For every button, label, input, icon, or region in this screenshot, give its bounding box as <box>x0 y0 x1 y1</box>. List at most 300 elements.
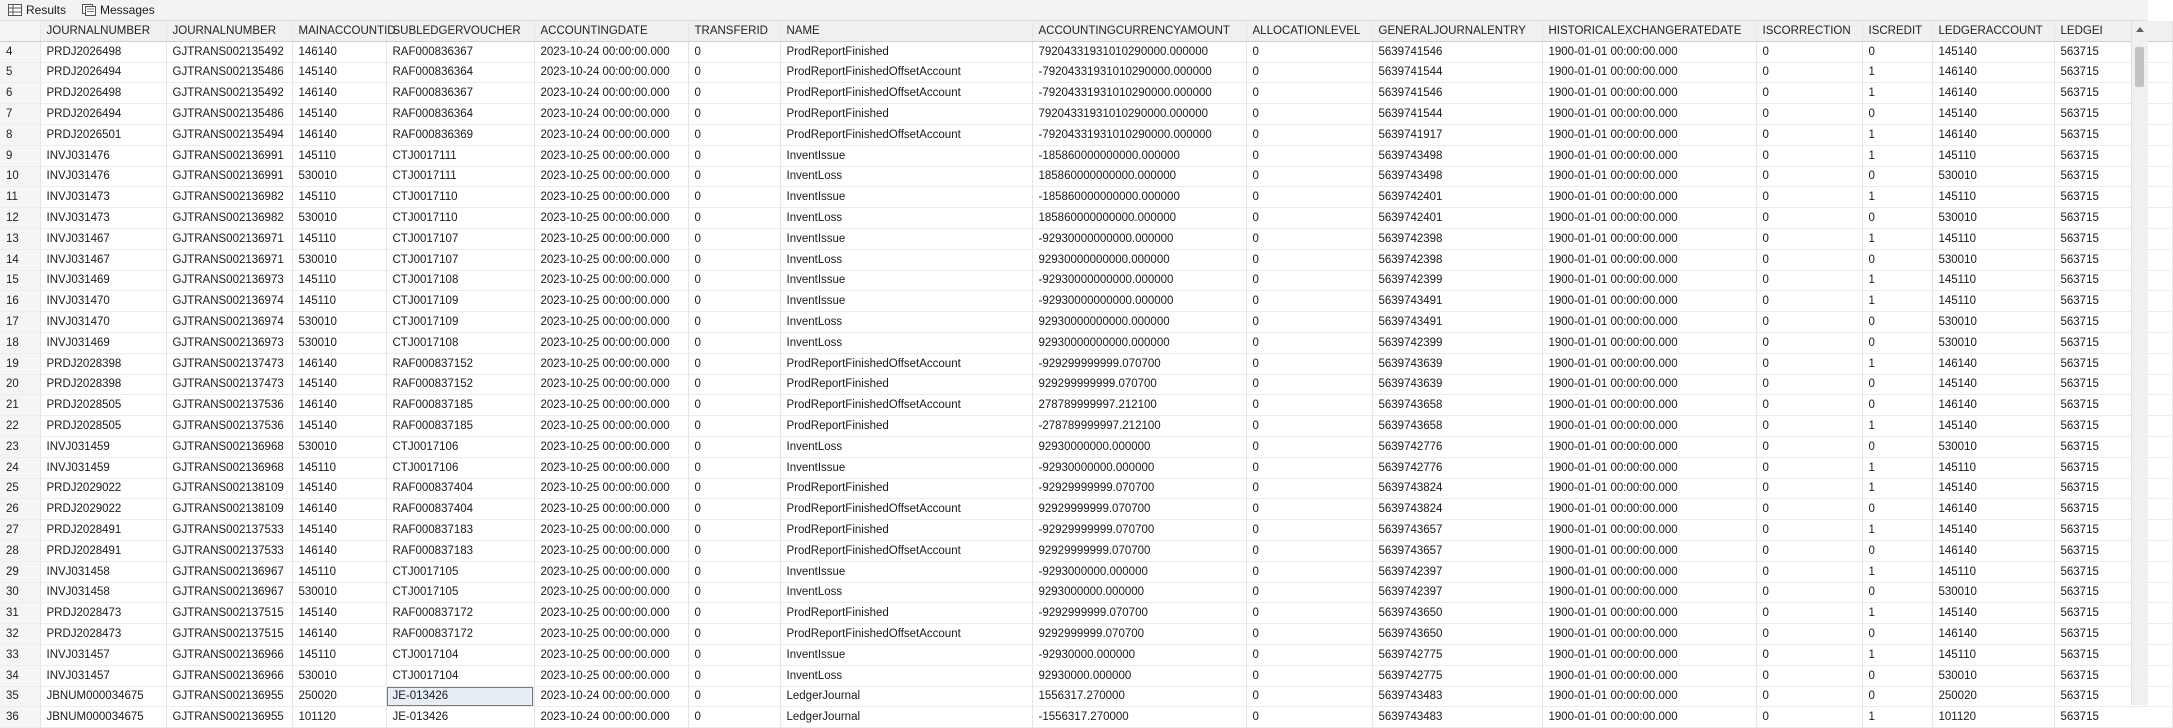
table-cell[interactable]: 146140 <box>292 499 386 520</box>
row-number[interactable]: 31 <box>0 603 40 624</box>
table-cell[interactable]: 0 <box>1246 436 1372 457</box>
table-cell[interactable]: 2023-10-25 00:00:00.000 <box>534 145 688 166</box>
table-cell[interactable]: 146140 <box>292 41 386 62</box>
column-header[interactable]: LEDGERACCOUNT <box>1932 21 2054 41</box>
table-row[interactable] <box>0 520 2172 541</box>
scrollbar-thumb[interactable] <box>2135 47 2144 87</box>
table-row[interactable] <box>0 457 2172 478</box>
table-cell[interactable]: 1900-01-01 00:00:00.000 <box>1542 665 1756 686</box>
table-cell[interactable]: 145110 <box>1932 291 2054 312</box>
table-cell[interactable]: 0 <box>1246 416 1372 437</box>
table-row[interactable] <box>0 436 2172 457</box>
table-cell[interactable]: GJTRANS002136968 <box>166 457 292 478</box>
row-number[interactable]: 32 <box>0 624 40 645</box>
table-cell[interactable]: InventLoss <box>780 665 1032 686</box>
row-number[interactable]: 29 <box>0 561 40 582</box>
table-cell[interactable]: ProdReportFinished <box>780 104 1032 125</box>
table-cell[interactable]: 0 <box>688 145 780 166</box>
table-cell[interactable]: 0 <box>688 353 780 374</box>
table-cell[interactable]: GJTRANS002137533 <box>166 520 292 541</box>
table-cell[interactable]: 1900-01-01 00:00:00.000 <box>1542 104 1756 125</box>
table-cell[interactable]: 0 <box>1756 353 1862 374</box>
table-cell[interactable]: 0 <box>1756 707 1862 728</box>
row-number-header[interactable] <box>0 21 40 41</box>
table-cell[interactable]: 0 <box>1246 270 1372 291</box>
table-cell[interactable]: 0 <box>688 249 780 270</box>
table-cell[interactable]: 0 <box>1756 540 1862 561</box>
table-row[interactable] <box>0 187 2172 208</box>
table-cell[interactable]: 0 <box>1756 436 1862 457</box>
table-cell[interactable]: InventIssue <box>780 291 1032 312</box>
table-cell[interactable]: 1900-01-01 00:00:00.000 <box>1542 228 1756 249</box>
table-cell[interactable]: 145110 <box>1932 644 2054 665</box>
table-row[interactable] <box>0 104 2172 125</box>
table-cell[interactable]: 2023-10-24 00:00:00.000 <box>534 104 688 125</box>
column-header[interactable]: ISCORRECTION <box>1756 21 1862 41</box>
table-cell[interactable]: 5639742401 <box>1372 208 1542 229</box>
table-cell[interactable]: 1 <box>1862 228 1932 249</box>
table-cell[interactable]: InventLoss <box>780 436 1032 457</box>
table-cell[interactable]: 79204331931010290000.000000 <box>1032 41 1246 62</box>
table-cell[interactable]: 563715 <box>2054 312 2172 333</box>
table-cell[interactable]: 563715 <box>2054 62 2172 83</box>
table-cell[interactable]: InventLoss <box>780 312 1032 333</box>
table-cell[interactable]: 5639741546 <box>1372 41 1542 62</box>
table-cell[interactable]: 0 <box>1756 41 1862 62</box>
table-cell[interactable]: -92929999999.070700 <box>1032 478 1246 499</box>
table-cell[interactable]: 5639741917 <box>1372 124 1542 145</box>
table-cell[interactable]: GJTRANS002136966 <box>166 665 292 686</box>
table-cell[interactable]: -92930000000.000000 <box>1032 457 1246 478</box>
table-cell[interactable]: ProdReportFinished <box>780 416 1032 437</box>
table-cell[interactable]: CTJ0017107 <box>386 228 534 249</box>
table-cell[interactable]: 530010 <box>292 436 386 457</box>
row-number[interactable]: 14 <box>0 249 40 270</box>
table-cell[interactable]: GJTRANS002138109 <box>166 499 292 520</box>
table-cell[interactable]: ProdReportFinishedOffsetAccount <box>780 499 1032 520</box>
table-cell[interactable]: ProdReportFinished <box>780 603 1032 624</box>
column-header[interactable]: GENERALJOURNALENTRY <box>1372 21 1542 41</box>
table-cell[interactable]: 145140 <box>1932 520 2054 541</box>
table-cell[interactable]: 1900-01-01 00:00:00.000 <box>1542 624 1756 645</box>
table-cell[interactable]: 0 <box>1246 644 1372 665</box>
table-cell[interactable]: 2023-10-25 00:00:00.000 <box>534 561 688 582</box>
table-cell[interactable]: 5639743491 <box>1372 291 1542 312</box>
table-cell[interactable]: INVJ031457 <box>40 665 166 686</box>
table-cell[interactable]: 5639741546 <box>1372 83 1542 104</box>
table-cell[interactable]: 0 <box>1862 166 1932 187</box>
table-row[interactable] <box>0 332 2172 353</box>
table-cell[interactable]: 5639742397 <box>1372 582 1542 603</box>
table-cell[interactable]: 0 <box>1246 686 1372 707</box>
table-cell[interactable]: 563715 <box>2054 124 2172 145</box>
table-cell[interactable]: GJTRANS002135492 <box>166 83 292 104</box>
table-cell[interactable]: GJTRANS002137473 <box>166 374 292 395</box>
table-cell[interactable]: 0 <box>1246 499 1372 520</box>
table-cell[interactable]: CTJ0017107 <box>386 249 534 270</box>
table-cell[interactable]: 146140 <box>1932 353 2054 374</box>
table-cell[interactable]: 0 <box>688 208 780 229</box>
table-cell[interactable]: 5639743639 <box>1372 353 1542 374</box>
table-cell[interactable]: 1900-01-01 00:00:00.000 <box>1542 582 1756 603</box>
table-cell[interactable]: PRDJ2026494 <box>40 104 166 125</box>
table-cell[interactable]: 2023-10-25 00:00:00.000 <box>534 187 688 208</box>
table-row[interactable] <box>0 62 2172 83</box>
table-cell[interactable]: 563715 <box>2054 208 2172 229</box>
table-cell[interactable]: 1900-01-01 00:00:00.000 <box>1542 312 1756 333</box>
table-cell[interactable]: -92930000000000.000000 <box>1032 291 1246 312</box>
table-cell[interactable]: 1900-01-01 00:00:00.000 <box>1542 416 1756 437</box>
table-cell[interactable]: 0 <box>1862 499 1932 520</box>
table-cell[interactable]: InventIssue <box>780 457 1032 478</box>
table-cell[interactable]: INVJ031470 <box>40 291 166 312</box>
table-cell[interactable]: 0 <box>1246 603 1372 624</box>
row-number[interactable]: 19 <box>0 353 40 374</box>
table-cell[interactable]: InventIssue <box>780 644 1032 665</box>
table-row[interactable] <box>0 374 2172 395</box>
table-cell[interactable]: CTJ0017105 <box>386 561 534 582</box>
table-cell[interactable]: 145140 <box>292 520 386 541</box>
table-cell[interactable]: 1 <box>1862 145 1932 166</box>
table-cell[interactable]: 1900-01-01 00:00:00.000 <box>1542 707 1756 728</box>
table-cell[interactable]: 563715 <box>2054 249 2172 270</box>
table-cell[interactable]: 9293000000.000000 <box>1032 582 1246 603</box>
table-cell[interactable]: 563715 <box>2054 228 2172 249</box>
table-cell[interactable]: 5639743824 <box>1372 478 1542 499</box>
table-cell[interactable]: 1 <box>1862 603 1932 624</box>
table-cell[interactable]: 0 <box>1246 104 1372 125</box>
table-cell[interactable]: -9293000000.000000 <box>1032 561 1246 582</box>
table-cell[interactable]: 0 <box>1756 228 1862 249</box>
table-cell[interactable]: 563715 <box>2054 145 2172 166</box>
table-cell[interactable]: 2023-10-25 00:00:00.000 <box>534 499 688 520</box>
table-row[interactable] <box>0 145 2172 166</box>
table-cell[interactable]: 145140 <box>292 478 386 499</box>
table-cell[interactable]: 0 <box>688 457 780 478</box>
table-cell[interactable]: 0 <box>1756 124 1862 145</box>
table-cell[interactable]: -185860000000000.000000 <box>1032 145 1246 166</box>
table-row[interactable] <box>0 707 2172 728</box>
table-cell[interactable]: 563715 <box>2054 187 2172 208</box>
table-row[interactable] <box>0 416 2172 437</box>
table-row[interactable] <box>0 291 2172 312</box>
table-cell[interactable]: -185860000000000.000000 <box>1032 187 1246 208</box>
table-cell[interactable]: RAF000836369 <box>386 124 534 145</box>
table-row[interactable] <box>0 686 2172 707</box>
table-row[interactable] <box>0 624 2172 645</box>
table-cell[interactable]: 2023-10-25 00:00:00.000 <box>534 582 688 603</box>
table-cell[interactable]: 2023-10-24 00:00:00.000 <box>534 124 688 145</box>
table-cell[interactable]: 0 <box>1862 208 1932 229</box>
table-cell[interactable]: 92929999999.070700 <box>1032 499 1246 520</box>
table-cell[interactable]: GJTRANS002137515 <box>166 624 292 645</box>
table-cell[interactable]: INVJ031459 <box>40 436 166 457</box>
table-cell[interactable]: 0 <box>688 582 780 603</box>
table-cell[interactable]: 563715 <box>2054 707 2172 728</box>
column-header[interactable]: ACCOUNTINGDATE <box>534 21 688 41</box>
table-cell[interactable]: CTJ0017108 <box>386 332 534 353</box>
table-cell[interactable]: 0 <box>1756 270 1862 291</box>
table-cell[interactable]: 5639742401 <box>1372 187 1542 208</box>
row-number[interactable]: 10 <box>0 166 40 187</box>
table-cell[interactable]: 1900-01-01 00:00:00.000 <box>1542 561 1756 582</box>
table-cell[interactable]: 145110 <box>1932 187 2054 208</box>
table-cell[interactable]: InventLoss <box>780 582 1032 603</box>
table-cell[interactable]: RAF000836367 <box>386 83 534 104</box>
table-cell[interactable]: 2023-10-25 00:00:00.000 <box>534 291 688 312</box>
table-cell[interactable]: 0 <box>1862 540 1932 561</box>
table-cell[interactable]: 2023-10-25 00:00:00.000 <box>534 457 688 478</box>
table-cell[interactable]: 0 <box>1246 145 1372 166</box>
table-cell[interactable]: 563715 <box>2054 41 2172 62</box>
table-cell[interactable]: 2023-10-25 00:00:00.000 <box>534 520 688 541</box>
table-cell[interactable]: PRDJ2028505 <box>40 416 166 437</box>
table-cell[interactable]: ProdReportFinishedOffsetAccount <box>780 353 1032 374</box>
table-cell[interactable]: 0 <box>1246 166 1372 187</box>
table-cell[interactable]: GJTRANS002136971 <box>166 228 292 249</box>
table-cell[interactable]: GJTRANS002135486 <box>166 104 292 125</box>
table-cell[interactable]: JBNUM000034675 <box>40 686 166 707</box>
table-cell[interactable]: 563715 <box>2054 624 2172 645</box>
table-cell[interactable]: 0 <box>1756 644 1862 665</box>
row-number[interactable]: 11 <box>0 187 40 208</box>
row-number[interactable]: 9 <box>0 145 40 166</box>
table-cell[interactable]: 1900-01-01 00:00:00.000 <box>1542 124 1756 145</box>
row-number[interactable]: 18 <box>0 332 40 353</box>
table-cell[interactable]: 145110 <box>1932 145 2054 166</box>
table-cell[interactable]: 2023-10-24 00:00:00.000 <box>534 62 688 83</box>
table-cell[interactable]: 5639742398 <box>1372 249 1542 270</box>
table-cell[interactable]: RAF000837185 <box>386 395 534 416</box>
table-cell[interactable]: InventLoss <box>780 249 1032 270</box>
table-row[interactable] <box>0 353 2172 374</box>
table-cell[interactable]: ProdReportFinished <box>780 41 1032 62</box>
table-cell[interactable]: 0 <box>1246 228 1372 249</box>
table-cell[interactable]: InventLoss <box>780 166 1032 187</box>
table-cell[interactable]: 530010 <box>1932 249 2054 270</box>
table-cell[interactable]: 0 <box>688 561 780 582</box>
table-cell[interactable]: GJTRANS002137536 <box>166 416 292 437</box>
table-cell[interactable]: ProdReportFinishedOffsetAccount <box>780 624 1032 645</box>
table-cell[interactable]: 1900-01-01 00:00:00.000 <box>1542 270 1756 291</box>
table-cell[interactable]: ProdReportFinishedOffsetAccount <box>780 124 1032 145</box>
table-cell[interactable]: 1900-01-01 00:00:00.000 <box>1542 145 1756 166</box>
table-cell[interactable]: 1 <box>1862 270 1932 291</box>
table-cell[interactable]: 5639742399 <box>1372 270 1542 291</box>
column-header[interactable]: ALLOCATIONLEVEL <box>1246 21 1372 41</box>
table-cell[interactable]: 563715 <box>2054 416 2172 437</box>
table-cell[interactable]: 1900-01-01 00:00:00.000 <box>1542 374 1756 395</box>
table-cell[interactable]: 563715 <box>2054 561 2172 582</box>
table-cell[interactable]: 1 <box>1862 561 1932 582</box>
table-cell[interactable]: 2023-10-25 00:00:00.000 <box>534 540 688 561</box>
table-cell[interactable]: 0 <box>688 416 780 437</box>
table-cell[interactable]: 146140 <box>1932 83 2054 104</box>
row-number[interactable]: 21 <box>0 395 40 416</box>
table-cell[interactable]: CTJ0017111 <box>386 166 534 187</box>
table-cell[interactable]: PRDJ2026501 <box>40 124 166 145</box>
table-cell[interactable]: RAF000837183 <box>386 540 534 561</box>
table-cell[interactable]: 563715 <box>2054 603 2172 624</box>
table-cell[interactable]: 0 <box>1862 312 1932 333</box>
table-cell[interactable]: PRDJ2028473 <box>40 624 166 645</box>
table-cell[interactable]: 0 <box>688 124 780 145</box>
row-number[interactable]: 16 <box>0 291 40 312</box>
table-cell[interactable]: 563715 <box>2054 644 2172 665</box>
table-cell[interactable]: 0 <box>1246 374 1372 395</box>
row-number[interactable]: 28 <box>0 540 40 561</box>
table-cell[interactable]: 101120 <box>1932 707 2054 728</box>
row-number[interactable]: 4 <box>0 41 40 62</box>
column-header[interactable]: ACCOUNTINGCURRENCYAMOUNT <box>1032 21 1246 41</box>
table-cell[interactable]: 0 <box>1756 582 1862 603</box>
table-cell[interactable]: INVJ031473 <box>40 208 166 229</box>
table-cell[interactable]: 1900-01-01 00:00:00.000 <box>1542 208 1756 229</box>
table-cell[interactable]: 2023-10-24 00:00:00.000 <box>534 41 688 62</box>
table-cell[interactable]: 92930000.000000 <box>1032 665 1246 686</box>
table-cell[interactable]: 0 <box>688 374 780 395</box>
table-cell[interactable]: GJTRANS002136973 <box>166 332 292 353</box>
table-cell[interactable]: 563715 <box>2054 686 2172 707</box>
table-cell[interactable]: -79204331931010290000.000000 <box>1032 62 1246 83</box>
table-cell[interactable]: 92930000000000.000000 <box>1032 332 1246 353</box>
column-header[interactable]: TRANSFERID <box>688 21 780 41</box>
table-cell[interactable]: 1900-01-01 00:00:00.000 <box>1542 41 1756 62</box>
table-cell[interactable]: -79204331931010290000.000000 <box>1032 124 1246 145</box>
row-number[interactable]: 27 <box>0 520 40 541</box>
table-cell[interactable]: CTJ0017106 <box>386 457 534 478</box>
table-cell[interactable]: 5639743658 <box>1372 395 1542 416</box>
table-cell[interactable]: PRDJ2028505 <box>40 395 166 416</box>
table-cell[interactable]: 0 <box>1246 582 1372 603</box>
table-cell[interactable]: 145110 <box>292 644 386 665</box>
table-cell[interactable]: 1 <box>1862 478 1932 499</box>
table-cell[interactable]: 145140 <box>292 416 386 437</box>
table-cell[interactable]: 1 <box>1862 520 1932 541</box>
table-row[interactable] <box>0 270 2172 291</box>
table-cell[interactable]: 92930000000000.000000 <box>1032 312 1246 333</box>
table-cell[interactable]: 1900-01-01 00:00:00.000 <box>1542 166 1756 187</box>
table-cell[interactable]: 563715 <box>2054 582 2172 603</box>
table-cell[interactable]: 0 <box>1756 145 1862 166</box>
table-cell[interactable]: ProdReportFinishedOffsetAccount <box>780 395 1032 416</box>
table-cell[interactable]: -9292999999.070700 <box>1032 603 1246 624</box>
table-cell[interactable]: 530010 <box>292 208 386 229</box>
table-cell[interactable]: 2023-10-25 00:00:00.000 <box>534 332 688 353</box>
table-cell[interactable]: 0 <box>1756 561 1862 582</box>
table-cell[interactable]: 145110 <box>292 145 386 166</box>
table-cell[interactable]: 563715 <box>2054 332 2172 353</box>
table-cell[interactable]: 0 <box>1246 41 1372 62</box>
table-row[interactable] <box>0 540 2172 561</box>
row-number[interactable]: 7 <box>0 104 40 125</box>
table-row[interactable] <box>0 249 2172 270</box>
row-number[interactable]: 34 <box>0 665 40 686</box>
table-cell[interactable]: 146140 <box>1932 124 2054 145</box>
table-cell[interactable]: 530010 <box>292 582 386 603</box>
table-cell[interactable]: 0 <box>1246 707 1372 728</box>
column-header[interactable]: HISTORICALEXCHANGERATEDATE <box>1542 21 1756 41</box>
table-row[interactable] <box>0 228 2172 249</box>
table-cell[interactable]: PRDJ2029022 <box>40 499 166 520</box>
table-cell[interactable]: 0 <box>1756 104 1862 125</box>
column-header[interactable]: NAME <box>780 21 1032 41</box>
row-number[interactable]: 33 <box>0 644 40 665</box>
table-cell[interactable]: PRDJ2026494 <box>40 62 166 83</box>
table-cell[interactable]: PRDJ2028491 <box>40 520 166 541</box>
table-cell[interactable]: 146140 <box>292 353 386 374</box>
table-cell[interactable]: 0 <box>688 436 780 457</box>
table-cell[interactable]: CTJ0017108 <box>386 270 534 291</box>
table-cell[interactable]: 5639743483 <box>1372 707 1542 728</box>
row-number[interactable]: 13 <box>0 228 40 249</box>
table-cell[interactable]: InventIssue <box>780 145 1032 166</box>
table-cell[interactable]: 1900-01-01 00:00:00.000 <box>1542 249 1756 270</box>
table-cell[interactable]: 530010 <box>1932 312 2054 333</box>
table-cell[interactable]: RAF000837404 <box>386 478 534 499</box>
table-row[interactable] <box>0 499 2172 520</box>
table-cell[interactable]: 145110 <box>1932 457 2054 478</box>
table-cell[interactable]: InventIssue <box>780 228 1032 249</box>
table-row[interactable] <box>0 561 2172 582</box>
table-cell[interactable]: GJTRANS002136967 <box>166 582 292 603</box>
table-cell[interactable]: RAF000837172 <box>386 603 534 624</box>
table-cell[interactable]: 1900-01-01 00:00:00.000 <box>1542 332 1756 353</box>
table-cell[interactable]: GJTRANS002136991 <box>166 166 292 187</box>
table-cell[interactable]: 1556317.270000 <box>1032 686 1246 707</box>
table-cell[interactable]: ProdReportFinished <box>780 374 1032 395</box>
table-cell[interactable]: INVJ031473 <box>40 187 166 208</box>
table-cell[interactable]: 0 <box>1246 540 1372 561</box>
table-cell[interactable]: GJTRANS002136966 <box>166 644 292 665</box>
row-number[interactable]: 15 <box>0 270 40 291</box>
table-cell[interactable]: 530010 <box>292 665 386 686</box>
table-cell[interactable]: LedgerJournal <box>780 686 1032 707</box>
row-number[interactable]: 17 <box>0 312 40 333</box>
table-cell[interactable]: 2023-10-24 00:00:00.000 <box>534 83 688 104</box>
table-cell[interactable]: 278789999997.212100 <box>1032 395 1246 416</box>
table-cell[interactable]: 2023-10-25 00:00:00.000 <box>534 208 688 229</box>
table-cell[interactable]: 146140 <box>292 540 386 561</box>
results-grid[interactable] <box>0 21 2132 724</box>
table-cell[interactable]: 145140 <box>292 104 386 125</box>
table-cell[interactable]: 2023-10-25 00:00:00.000 <box>534 249 688 270</box>
table-cell[interactable]: 0 <box>1862 686 1932 707</box>
table-cell[interactable]: JE-013426 <box>386 707 534 728</box>
table-cell[interactable]: 0 <box>688 707 780 728</box>
table-cell[interactable]: RAF000836364 <box>386 62 534 83</box>
row-number[interactable]: 20 <box>0 374 40 395</box>
table-cell[interactable]: 0 <box>688 312 780 333</box>
table-cell[interactable]: 5639743657 <box>1372 520 1542 541</box>
column-header[interactable]: JOURNALNUMBER <box>40 21 166 41</box>
table-cell[interactable]: 5639742398 <box>1372 228 1542 249</box>
table-cell[interactable]: 1900-01-01 00:00:00.000 <box>1542 644 1756 665</box>
table-cell[interactable]: 185860000000000.000000 <box>1032 166 1246 187</box>
table-cell[interactable]: 1 <box>1862 62 1932 83</box>
table-cell[interactable]: 0 <box>688 520 780 541</box>
table-cell[interactable]: 145110 <box>292 457 386 478</box>
table-cell[interactable]: 146140 <box>1932 395 2054 416</box>
table-cell[interactable]: 1900-01-01 00:00:00.000 <box>1542 478 1756 499</box>
table-cell[interactable]: RAF000837172 <box>386 624 534 645</box>
table-cell[interactable]: 0 <box>688 540 780 561</box>
table-cell[interactable]: 0 <box>1862 395 1932 416</box>
table-cell[interactable]: 0 <box>1756 332 1862 353</box>
table-cell[interactable]: 0 <box>1756 312 1862 333</box>
table-cell[interactable]: 250020 <box>292 686 386 707</box>
table-cell[interactable]: 0 <box>1756 665 1862 686</box>
